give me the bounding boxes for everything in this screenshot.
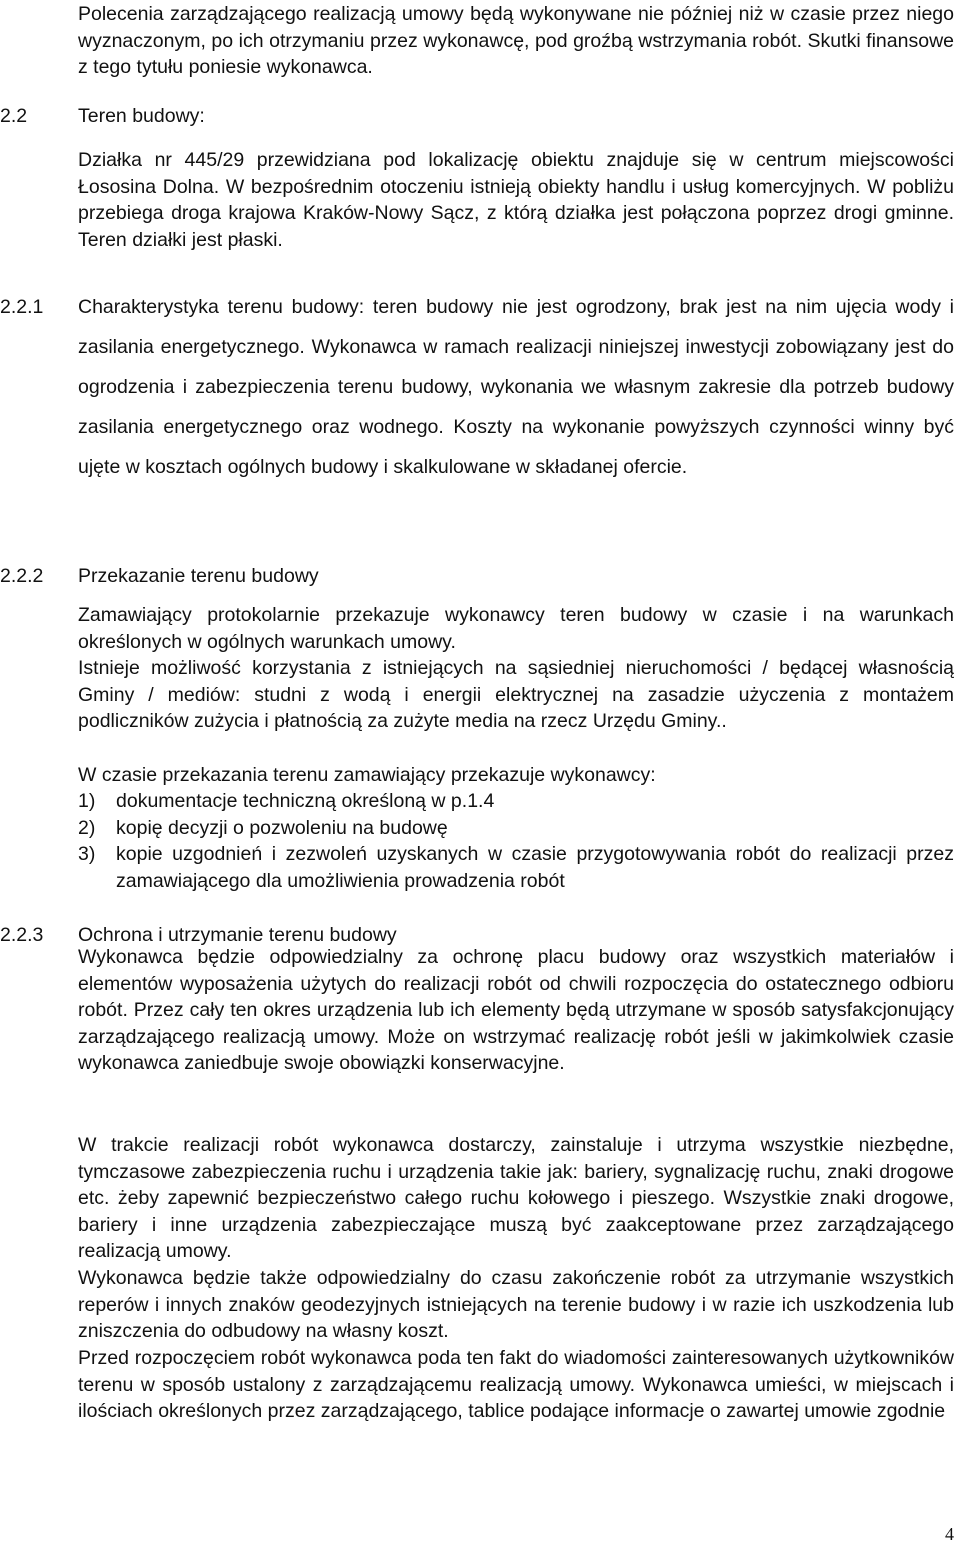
handover-documents-list <box>78 788 954 894</box>
section-title: Ochrona i utrzymanie terenu budowy <box>78 924 397 946</box>
list-item: 2) kopię decyzji o pozwoleniu na budowę <box>78 816 448 839</box>
section-number: 2.2.3 <box>0 924 44 946</box>
section-2-2-3-paragraph-1: Wykonawca będzie odpowiedzialny za ochronę placu budowy oraz wszystkich materiałów i elementów wyposażenia użytych do realizacji robót od chwili rozpoczęcia do ostatecznego odbioru robót. Przez cały ten okres urządzenia lub ich elementy będą utrzymane w sposób satysfakcjonujący zarządzającego realizacją umowy. Może on wstrzymać realizację robót jeśli w jakimkolwiek czasie wykonawca zaniedbuje swoje obowiązki konserwacyjne. <box>78 946 954 1074</box>
section-title: Przekazanie terenu budowy <box>78 565 319 587</box>
section-2-2-3-paragraph-2: W trakcie realizacji robót wykonawca dostarczy, zainstaluje i utrzyma wszystkie niezbędne, tymczasowe zabezpieczenia ruchu i urządzenia takie jak: bariery, sygnalizację ruchu, znaki drogowe etc. żeby zapewnić bezpieczeństwo całego ruchu kołowego i pieszego. Wszystkie znaki drogowe, bariery i inne urządzenia zabezpieczające muszą być zaakceptowane przez zarządzającego realizacją umowy. <box>78 1134 954 1262</box>
intro-paragraph: Polecenia zarządzającego realizacją umowy będą wykonywane nie później niż w czasie przez niego wyznaczonym, po ich otrzymaniu przez wykonawcę, pod groźbą wstrzymania robót. Skutki finansowe z tego tytułu poniesie wykonawca. <box>78 3 954 78</box>
section-2-2-1-number: 2.2.1 <box>0 296 44 318</box>
section-number: 2.2.2 <box>0 565 44 587</box>
section-2-2-3-paragraph-4: Przed rozpoczęciem robót wykonawca poda ten fakt do wiadomości zainteresowanych użytkowników terenu w sposób ustalony z zarządzającemu realizacją umowy. Wykonawca umieści, w miejscach i ilościach określonych przez zarządzającego, tablice podające informacje o zawartej umowie zgodnie <box>78 1347 954 1422</box>
section-2-2-2-paragraph-1: Zamawiający protokolarnie przekazuje wykonawcy teren budowy w czasie i na warunkach określonych w ogólnych warunkach umowy. <box>78 604 954 653</box>
section-2-2-2-paragraph-2: Istnieje możliwość korzystania z istniejących na sąsiedniej nieruchomości / będącej własnością Gminy / mediów: studni z wodą i energii elektrycznej na zasadzie użyczenia z montażem podliczników zużycia i płatnością za zużyte media na rzecz Urzędu Gminy.. <box>78 657 954 732</box>
list-item: 3) kopie uzgodnień i zezwoleń uzyskanych w czasie przygotowywania robót do realizacji przez zamawiającego dla umożliwienia prowadzenia robót <box>78 843 954 892</box>
section-2-2-1-paragraph: Charakterystyka terenu budowy: teren budowy nie jest ogrodzony, brak jest na nim ujęcia wody i zasilania energetycznego. Wykonawca w ramach realizacji niniejszej inwestycji zobowiązany jest do ogrodzenia i zabezpieczenia terenu budowy, wykonania we własnym zakresie dla potrzeb budowy zasilania energetycznego oraz wodnego. Koszty na wykonanie powyższych czynności winny być ujęte w kosztach ogólnych budowy i skalkulowane w składanej ofercie. <box>78 296 954 478</box>
section-2-2-3-paragraph-3: Wykonawca będzie także odpowiedzialny do czasu zakończenie robót za utrzymanie wszystkich reperów i innych znaków geodezyjnych istniejących na terenie budowy i w razie ich uszkodzenia lub zniszczenia do odbudowy na własny koszt. <box>78 1267 954 1342</box>
section-number: 2.2 <box>0 105 28 127</box>
section-2-2-paragraph: Działka nr 445/29 przewidziana pod lokalizację obiektu znajduje się w centrum miejscowości Łososina Dolna. W bezpośrednim otoczeniu istnieją obiekty handlu i usług komercyjnych. W pobliżu przebiega droga krajowa Kraków-Nowy Sącz, z którą działka jest połączona poprzez drogi gminne. Teren działki jest płaski. <box>78 149 954 251</box>
section-title: Teren budowy: <box>78 105 205 127</box>
page-number: 4 <box>945 1524 954 1544</box>
list-item: 1) dokumentacje techniczną określoną w p.1.4 <box>78 790 495 812</box>
section-2-2-2-paragraph-3: W czasie przekazania terenu zamawiający przekazuje wykonawcy: <box>78 764 656 786</box>
